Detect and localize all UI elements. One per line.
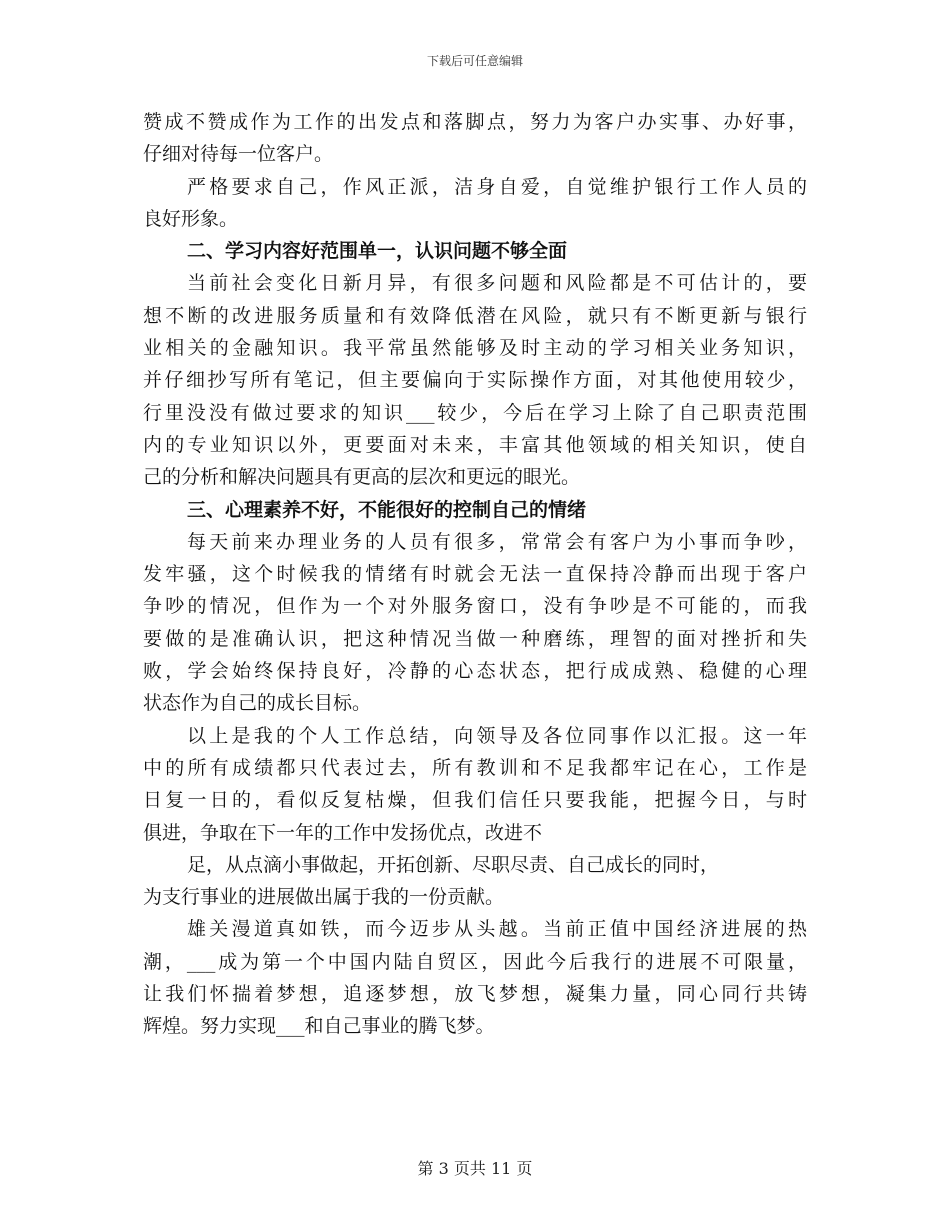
- paragraph-start-line: 以上是我的个人工作总结，向领导及各位同事作以汇报。这一年: [187, 724, 807, 747]
- paragraph-start-line: 雄关漫道真如铁，而今迈步从头越。当前正值中国经济进展的热: [187, 918, 807, 941]
- body-line: 内的专业知识以外，更要面对未来，丰富其他领域的相关知识，使自: [143, 433, 807, 456]
- body-line: 业相关的金融知识。我平常虽然能够及时主动的学习相关业务知识，: [143, 337, 807, 360]
- page-header: 下载后可任意编辑: [426, 54, 523, 68]
- paragraph-start-line: 严格要求自己，作风正派，洁身自爱，自觉维护银行工作人员的: [187, 175, 807, 198]
- page-number: 第 3 页共 11 页: [417, 1159, 533, 1178]
- body-line: 让我们怀揣着梦想，追逐梦想，放飞梦想，凝集力量，同心同行共铸: [143, 983, 807, 1006]
- body-line: 潮，___成为第一个中国内陆自贸区，因此今后我行的进展不可限量，: [143, 950, 807, 973]
- body-line: 日复一日的，看似反复枯燥，但我们信任只要我能，把握今日，与时: [143, 789, 807, 812]
- body-line: 发牢骚，这个时候我的情绪有时就会无法一直保持冷静而出现于客户: [143, 563, 807, 586]
- paragraph-start-line: 每天前来办理业务的人员有很多，常常会有客户为小事而争吵，: [187, 530, 807, 553]
- body-line: 要做的是准确认识，把这种情况当做一种磨练，理智的面对挫折和失: [143, 627, 807, 650]
- body-line: 行里没没有做过要求的知识___较少，今后在学习上除了自己职责范围: [143, 401, 807, 424]
- section-heading: 二、学习内容好范围单一，认识问题不够全面: [187, 240, 568, 263]
- body-line: 仔细对待每一位客户。: [143, 143, 334, 166]
- body-line: 状态作为自己的成长目标。: [143, 692, 372, 715]
- body-line: 并仔细抄写所有笔记，但主要偏向于实际操作方面，对其他使用较少，: [143, 369, 807, 392]
- paragraph-start-line: 当前社会变化日新月异，有很多问题和风险都是不可估计的，要: [187, 272, 807, 295]
- body-line: 赞成不赞成作为工作的出发点和落脚点，努力为客户办实事、办好事，: [143, 111, 807, 133]
- body-line: 想不断的改进服务质量和有效降低潜在风险，就只有不断更新与银行: [143, 304, 807, 327]
- paragraph-start-line: 足，从点滴小事做起，开拓创新、尽职尽责、自己成长的同时，: [187, 853, 720, 876]
- body-line: 败，学会始终保持良好，冷静的心态状态，把行成成熟、稳健的心理: [143, 660, 807, 683]
- document-body: [143, 106, 807, 1043]
- body-line: 争吵的情况，但作为一个对外服务窗口，没有争吵是不可能的，而我: [143, 595, 807, 618]
- body-line: 中的所有成绩都只代表过去，所有教训和不足我都牢记在心，工作是: [143, 756, 807, 779]
- body-line: 俱进，争取在下一年的工作中发扬优点，改进不: [143, 821, 543, 844]
- body-line: 己的分析和解决问题具有更高的层次和更远的眼光。: [143, 466, 581, 489]
- body-line: 为支行事业的进展做出属于我的一份贡献。: [143, 886, 505, 909]
- body-line: 辉煌。努力实现___和自己事业的腾飞梦。: [143, 1015, 495, 1038]
- section-heading: 三、心理素养不好，不能很好的控制自己的情绪: [187, 498, 587, 521]
- body-line: 良好形象。: [143, 207, 239, 230]
